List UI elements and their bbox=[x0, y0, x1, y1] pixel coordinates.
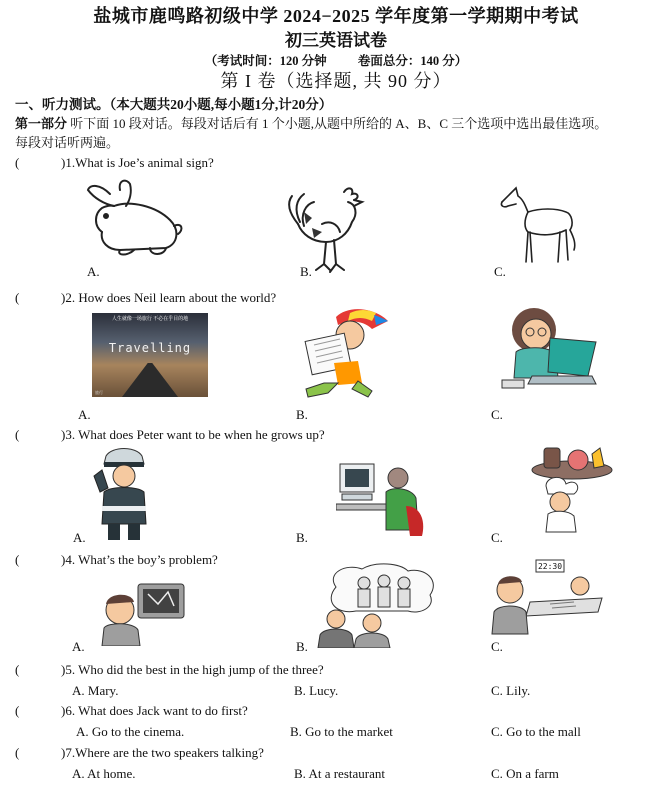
section-heading: 一、听力测试。（本大题共20小题,每小题1分,计20分） bbox=[15, 97, 333, 112]
instruction-line-1 bbox=[15, 113, 607, 132]
instruction-text: 听下面 10 段对话。每段对话后有 1 个小题,从题中所给的 A、B、C 三个选项中选出最佳选项。 bbox=[67, 116, 608, 131]
question-1 bbox=[15, 155, 214, 171]
boy-with-homework-picture bbox=[490, 558, 608, 636]
road-shape bbox=[122, 363, 178, 397]
rooster-picture bbox=[282, 184, 374, 278]
q4-option-c: C. bbox=[491, 639, 503, 654]
answer-bracket-open: ( bbox=[15, 290, 20, 305]
answer-bracket-close: ) bbox=[61, 290, 66, 305]
exam-subtitle: 初三英语试卷 bbox=[285, 31, 387, 50]
q2-option-b: B. bbox=[296, 407, 308, 422]
q2-option-c: C. bbox=[491, 407, 503, 422]
q5-option-b: B. Lucy. bbox=[294, 683, 339, 698]
q5-option-c: C. Lily. bbox=[491, 683, 531, 698]
answer-bracket-open: ( bbox=[15, 662, 20, 677]
q7-option-a: A. At home. bbox=[72, 766, 136, 781]
instruction-line-2: 每段对话听两遍。 bbox=[15, 135, 120, 150]
q7-option-b: B. At a restaurant bbox=[294, 766, 385, 781]
question-text: 5. Who did the best in the high jump of the three? bbox=[65, 662, 324, 677]
q1-option-a: A. bbox=[87, 264, 100, 279]
q4-option-b: B. bbox=[296, 639, 308, 654]
answer-bracket-close: ) bbox=[61, 703, 66, 718]
boy-with-friends-picture bbox=[316, 563, 442, 648]
question-text: 3. What does Peter want to be when he grows up? bbox=[65, 427, 325, 442]
boy-with-tv-picture bbox=[98, 580, 190, 646]
q2-option-a: A. bbox=[78, 407, 91, 422]
answer-bracket-close: ) bbox=[61, 662, 66, 677]
computer-worker-picture bbox=[336, 458, 428, 538]
question-text: 4. What’s the boy’s problem? bbox=[65, 552, 218, 567]
question-2 bbox=[15, 290, 276, 306]
boy-reading-newspaper-picture bbox=[288, 303, 396, 401]
travelling-photo bbox=[92, 313, 208, 397]
answer-bracket-open: ( bbox=[15, 703, 20, 718]
girl-using-laptop-picture bbox=[492, 302, 604, 394]
photo-caption: 人生就像一场旅行 不必在乎目的地 bbox=[111, 317, 189, 322]
answer-bracket-close: ) bbox=[61, 552, 66, 567]
answer-bracket-open: ( bbox=[15, 155, 20, 170]
answer-bracket-open: ( bbox=[15, 552, 20, 567]
total-score: 卷面总分：140 分） bbox=[357, 54, 468, 68]
question-3 bbox=[15, 427, 325, 443]
q7-option-c: C. On a farm bbox=[491, 766, 559, 781]
horse-picture bbox=[496, 184, 580, 268]
q1-option-b: B. bbox=[300, 264, 312, 279]
answer-bracket-close: ) bbox=[61, 745, 66, 760]
question-7 bbox=[15, 745, 264, 761]
question-text: 7.Where are the two speakers talking? bbox=[65, 745, 264, 760]
part-label: 第一部分 bbox=[15, 116, 68, 131]
answer-bracket-open: ( bbox=[15, 745, 20, 760]
q6-option-a: A. Go to the cinema. bbox=[76, 724, 185, 739]
answer-bracket-open: ( bbox=[15, 427, 20, 442]
question-text: 2. How does Neil learn about the world? bbox=[65, 290, 277, 305]
chef-picture bbox=[524, 442, 616, 534]
exam-time: （考试时间：120 分钟 bbox=[204, 54, 327, 68]
q6-option-c: C. Go to the mall bbox=[491, 724, 581, 739]
photo-title: Travelling bbox=[108, 341, 192, 355]
question-6 bbox=[15, 703, 248, 719]
q3-option-c: C. bbox=[491, 530, 503, 545]
photo-footer: 旅行 bbox=[95, 390, 103, 395]
answer-bracket-close: ) bbox=[61, 155, 66, 170]
question-5 bbox=[15, 662, 324, 678]
q3-option-a: A. bbox=[73, 530, 86, 545]
q1-option-c: C. bbox=[494, 264, 506, 279]
q5-option-a: A. Mary. bbox=[72, 683, 119, 698]
clock-time: 22:30 bbox=[537, 562, 563, 571]
question-text: 6. What does Jack want to do first? bbox=[65, 703, 248, 718]
answer-bracket-close: ) bbox=[61, 427, 66, 442]
volume-title: 第 I 卷（选择题, 共 90 分） bbox=[220, 71, 452, 91]
question-text: 1.What is Joe’s animal sign? bbox=[65, 155, 214, 170]
question-4 bbox=[15, 552, 218, 568]
police-officer-picture bbox=[92, 446, 152, 542]
q6-option-b: B. Go to the market bbox=[290, 724, 393, 739]
q3-option-b: B. bbox=[296, 530, 308, 545]
exam-title: 盐城市鹿鸣路初级中学 2024−2025 学年度第一学期期中考试 bbox=[93, 6, 579, 26]
rabbit-picture bbox=[80, 176, 188, 260]
q4-option-a: A. bbox=[72, 639, 85, 654]
